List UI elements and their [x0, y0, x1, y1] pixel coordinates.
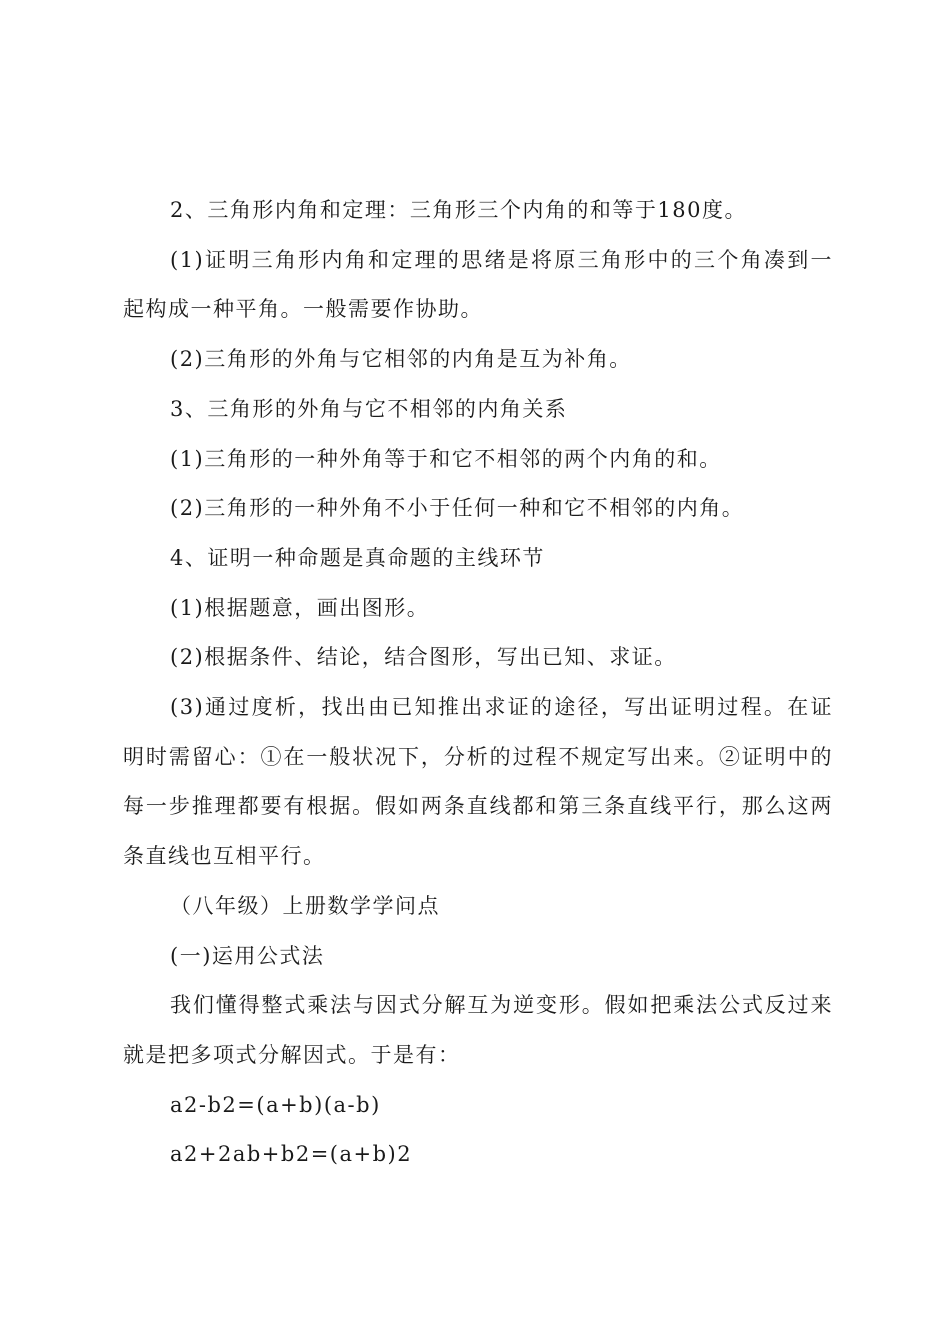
paragraph-item: (3)通过度析，找出由已知推出求证的途径，写出证明过程。在证明时需留心：①在一般状况下，分析的过程不规定写出来。②证明中的每一步推理都要有根据。假如两条直线都和第三条直线平行，那么这两条直线也互相平行。 [123, 695, 833, 869]
document-body [123, 186, 833, 1180]
paragraph-heading-4: 4、证明一种命题是真命题的主线环节 [170, 545, 545, 570]
paragraph-heading-2: 2、三角形内角和定理：三角形三个内角的和等于180度。 [170, 198, 747, 222]
subsection-title: (一)运用公式法 [170, 943, 325, 968]
paragraph-item: (1)证明三角形内角和定理的思绪是将原三角形中的三个角凑到一起构成一种平角。一般需要作协助。 [123, 247, 833, 322]
paragraph-item: (1)三角形的一种外角等于和它不相邻的两个内角的和。 [170, 446, 722, 471]
section-title: （八年级）上册数学学问点 [170, 893, 440, 918]
paragraph-item: (2)三角形的一种外角不小于任何一种和它不相邻的内角。 [170, 496, 745, 521]
formula-line: a2-b2=(a+b)(a-b) [170, 1092, 381, 1117]
paragraph-item: (2)根据条件、结论，结合图形，写出已知、求证。 [170, 645, 677, 670]
formula-line: a2+2ab+b2=(a+b)2 [170, 1142, 413, 1167]
paragraph-body: 我们懂得整式乘法与因式分解互为逆变形。假如把乘法公式反过来就是把多项式分解因式。于是有： [123, 993, 833, 1067]
paragraph-heading-3: 3、三角形的外角与它不相邻的内角关系 [170, 396, 568, 421]
paragraph-item: (2)三角形的外角与它相邻的内角是互为补角。 [170, 347, 632, 372]
paragraph-item: (1)根据题意，画出图形。 [170, 595, 430, 620]
